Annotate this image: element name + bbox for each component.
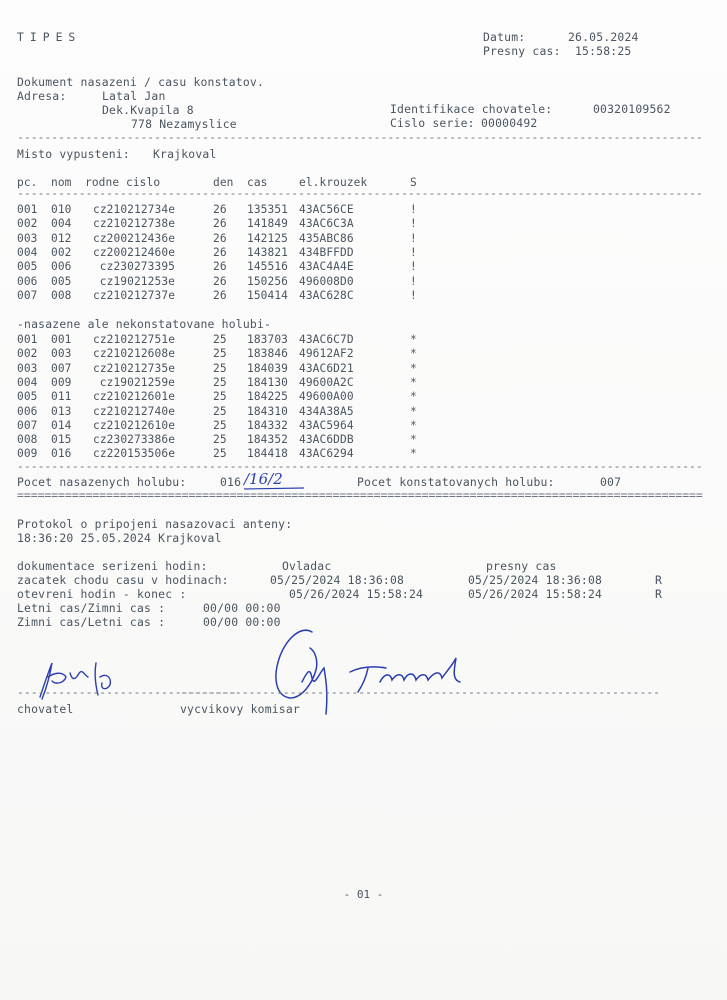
table-cell: 007 bbox=[51, 361, 72, 375]
table-cell: 25 bbox=[213, 418, 227, 432]
breeder-signature-line: -------------------------------- bbox=[17, 685, 237, 699]
unclocked-title: -nasazene ale nekonstatovane holubi- bbox=[17, 317, 272, 331]
table-cell: 43AC6C3A bbox=[299, 217, 354, 231]
table-cell: 006 bbox=[17, 404, 38, 418]
table-cell: 008 bbox=[17, 433, 38, 447]
table-cell: cz210212601e bbox=[93, 390, 176, 404]
summer-time-value: 00/00 00:00 bbox=[203, 601, 281, 615]
table-cell: cz210212610e bbox=[93, 418, 176, 432]
antenna-protocol-title: Protokol o pripojeni nasazovaci anteny: bbox=[17, 517, 293, 531]
table-cell: 009 bbox=[51, 375, 72, 389]
clocked-label: Pocet konstatovanych holubu: bbox=[357, 475, 555, 489]
table-cell: cz19021259e bbox=[99, 375, 175, 389]
winter-time-label: Zimni cas/Letni cas : bbox=[17, 615, 166, 629]
breeder-street: Dek.Kvapila 8 bbox=[102, 103, 194, 117]
table-cell: cz200212460e bbox=[93, 245, 176, 259]
table-cell: 184130 bbox=[247, 375, 289, 389]
page-number: - 01 - bbox=[343, 888, 384, 901]
clock-start-exact: 05/25/2024 18:36:08 bbox=[468, 573, 603, 587]
table-cell: 25 bbox=[213, 347, 227, 361]
table-cell: 016 bbox=[51, 447, 72, 461]
table-cell: 434A38A5 bbox=[299, 404, 354, 418]
table-cell: 26 bbox=[213, 245, 227, 259]
table-cell: ! bbox=[410, 274, 417, 288]
table-cell: 007 bbox=[17, 288, 38, 302]
series-label: Cislo serie: bbox=[390, 116, 475, 130]
table-cell: 184039 bbox=[247, 361, 289, 375]
system-name: TIPES bbox=[17, 30, 82, 44]
table-cell: * bbox=[410, 333, 417, 346]
table-cell: * bbox=[410, 418, 417, 432]
table-cell: 496008D0 bbox=[299, 274, 354, 288]
handwritten-count: /16/2 bbox=[244, 470, 283, 488]
table-cell: 012 bbox=[51, 231, 72, 245]
table-cell: cz230273395 bbox=[99, 260, 175, 274]
table-cell: 25 bbox=[213, 447, 227, 461]
table-cell: 001 bbox=[17, 203, 38, 216]
table-cell: 145516 bbox=[247, 260, 289, 274]
table-cell: cz210212738e bbox=[93, 217, 176, 231]
separator: ---------------------------------------------------------------------------------------------------- bbox=[17, 130, 703, 144]
clock-open-controller: 05/26/2024 15:58:24 bbox=[289, 587, 424, 601]
col-pc: pc. bbox=[17, 176, 38, 189]
table-cell: 25 bbox=[213, 390, 227, 404]
table-cell: 001 bbox=[51, 333, 72, 346]
table-cell: 011 bbox=[51, 390, 72, 404]
time-value: 15:58:25 bbox=[575, 44, 632, 58]
table-cell: 001 bbox=[17, 333, 38, 346]
table-cell: 434BFFDD bbox=[299, 245, 354, 259]
table-cell: 003 bbox=[17, 361, 38, 375]
table-cell: 25 bbox=[213, 333, 227, 346]
table-cell: 184225 bbox=[247, 390, 289, 404]
table-cell: 183846 bbox=[247, 347, 289, 361]
table-cell: 435ABC86 bbox=[299, 231, 354, 245]
table-cell: ! bbox=[410, 245, 417, 259]
table-cell: 43AC6C7D bbox=[299, 333, 354, 346]
col-el-krouzek: el.krouzek bbox=[299, 176, 368, 189]
breeder-city: 778 Nezamyslice bbox=[131, 117, 237, 131]
table-cell: 005 bbox=[51, 274, 72, 288]
table-cell: cz210212737e bbox=[93, 288, 176, 302]
separator: ---------------------------------------------------------------------------------------------------- bbox=[17, 186, 703, 200]
table-cell: 005 bbox=[17, 260, 38, 274]
breeder-id: 00320109562 bbox=[593, 102, 671, 116]
table-cell: * bbox=[410, 361, 417, 375]
release-label: Misto vypusteni: bbox=[17, 147, 130, 161]
table-cell: 141849 bbox=[247, 217, 289, 231]
table-cell: 183703 bbox=[247, 333, 289, 346]
table-cell: 006 bbox=[17, 274, 38, 288]
table-cell: 43AC4A4E bbox=[299, 260, 354, 274]
basketed-value: 016 bbox=[220, 475, 242, 489]
table-cell: 184418 bbox=[247, 447, 289, 461]
col-s: S bbox=[410, 176, 417, 189]
table-cell: * bbox=[410, 447, 417, 461]
summer-time-label: Letni cas/Zimni cas : bbox=[17, 601, 166, 615]
table-cell: 184352 bbox=[247, 433, 289, 447]
table-cell: * bbox=[410, 375, 417, 389]
table-cell: 004 bbox=[51, 217, 72, 231]
clock-open-label: otevreni hodin - konec : bbox=[17, 587, 187, 601]
table-cell: 184310 bbox=[247, 404, 289, 418]
separator: ---------------------------------------------------------------------------------------------------- bbox=[17, 459, 703, 473]
clock-doc-title: dokumentace serizeni hodin: bbox=[17, 559, 208, 573]
table-cell: cz210212735e bbox=[93, 361, 176, 375]
table-cell: 26 bbox=[213, 260, 227, 274]
table-cell: 25 bbox=[213, 433, 227, 447]
table-cell: 009 bbox=[17, 447, 38, 461]
table-cell: 49600A00 bbox=[299, 390, 354, 404]
table-cell: 25 bbox=[213, 375, 227, 389]
winter-time-value: 00/00 00:00 bbox=[203, 615, 281, 629]
table-cell: 26 bbox=[213, 203, 227, 216]
address-label: Adresa: bbox=[17, 89, 67, 103]
table-cell: 003 bbox=[51, 347, 72, 361]
table-cell: 150414 bbox=[247, 288, 289, 302]
date-label: Datum: bbox=[483, 30, 526, 44]
table-cell: 26 bbox=[213, 288, 227, 302]
table-cell: 26 bbox=[213, 217, 227, 231]
table-cell: cz210212751e bbox=[93, 333, 176, 346]
table-cell: 43AC6D21 bbox=[299, 361, 354, 375]
table-cell: 005 bbox=[17, 390, 38, 404]
table-cell: 43AC628C bbox=[299, 288, 354, 302]
table-cell: 49612AF2 bbox=[299, 347, 354, 361]
breeder-id-label: Identifikace chovatele: bbox=[390, 102, 553, 116]
table-cell: 150256 bbox=[247, 274, 289, 288]
table-cell: cz210212608e bbox=[93, 347, 176, 361]
table-cell: ! bbox=[410, 203, 417, 216]
commissioner-signature-line: ---------------------------------------------------------------------- bbox=[180, 685, 661, 699]
double-separator: ==================================================================================================== bbox=[17, 488, 703, 502]
table-cell: 25 bbox=[213, 404, 227, 418]
table-cell: 002 bbox=[17, 347, 38, 361]
clock-doc-col-exact: presny cas bbox=[486, 559, 557, 573]
col-cas: cas bbox=[247, 176, 268, 189]
table-cell: 26 bbox=[213, 231, 227, 245]
clock-open-exact: 05/26/2024 15:58:24 bbox=[468, 587, 603, 601]
col-rodne-cislo: rodne cislo bbox=[85, 176, 161, 189]
table-cell: * bbox=[410, 347, 417, 361]
table-cell: 013 bbox=[51, 404, 72, 418]
commissioner-signature-label: vycvikovy komisar bbox=[180, 702, 300, 716]
table-cell: 135351 bbox=[247, 203, 289, 216]
table-cell: 143821 bbox=[247, 245, 289, 259]
release-place: Krajkoval bbox=[153, 147, 217, 161]
table-cell: 008 bbox=[51, 288, 72, 302]
table-cell: 43AC56CE bbox=[299, 203, 354, 216]
table-cell: 014 bbox=[51, 418, 72, 432]
table-cell: 43AC6294 bbox=[299, 447, 354, 461]
basketed-label: Pocet nasazenych holubu: bbox=[17, 475, 187, 489]
series-number: 00000492 bbox=[481, 116, 538, 130]
antenna-protocol-time: 18:36:20 25.05.2024 Krajkoval bbox=[17, 531, 222, 545]
table-cell: 43AC6DDB bbox=[299, 433, 354, 447]
clock-start-label: zacatek chodu casu v hodinach: bbox=[17, 573, 229, 587]
table-cell: 002 bbox=[17, 217, 38, 231]
clock-doc-col-controller: Ovladac bbox=[282, 559, 332, 573]
breeder-signature-label: chovatel bbox=[17, 702, 74, 716]
table-cell: cz19021253e bbox=[99, 274, 175, 288]
table-cell: 002 bbox=[51, 245, 72, 259]
table-cell: cz210212740e bbox=[93, 404, 176, 418]
table-cell: ! bbox=[410, 288, 417, 302]
col-nom: nom bbox=[51, 176, 72, 189]
table-cell: 004 bbox=[17, 245, 38, 259]
table-cell: 007 bbox=[17, 418, 38, 432]
table-cell: 142125 bbox=[247, 231, 289, 245]
table-cell: * bbox=[410, 390, 417, 404]
clock-start-flag: R bbox=[655, 573, 663, 587]
table-cell: 26 bbox=[213, 274, 227, 288]
time-label: Presny cas: bbox=[483, 44, 561, 58]
breeder-name: Latal Jan bbox=[102, 89, 166, 103]
document-title: Dokument nasazeni / casu konstatov. bbox=[17, 75, 265, 89]
clocked-value: 007 bbox=[600, 475, 622, 489]
table-cell: ! bbox=[410, 231, 417, 245]
date-value: 26.05.2024 bbox=[568, 30, 639, 44]
table-cell: ! bbox=[410, 217, 417, 231]
table-cell: 003 bbox=[17, 231, 38, 245]
table-cell: ! bbox=[410, 260, 417, 274]
table-cell: cz230273386e bbox=[93, 433, 176, 447]
table-cell: cz200212436e bbox=[93, 231, 176, 245]
table-cell: * bbox=[410, 404, 417, 418]
table-cell: 015 bbox=[51, 433, 72, 447]
col-den: den bbox=[213, 176, 234, 189]
clock-start-controller: 05/25/2024 18:36:08 bbox=[270, 573, 405, 587]
table-cell: 184332 bbox=[247, 418, 289, 432]
table-cell: cz210212734e bbox=[93, 203, 176, 216]
table-cell: 004 bbox=[17, 375, 38, 389]
table-cell: 010 bbox=[51, 203, 72, 216]
table-cell: cz220153506e bbox=[93, 447, 176, 461]
table-cell: 49600A2C bbox=[299, 375, 354, 389]
table-cell: 43AC5964 bbox=[299, 418, 354, 432]
table-cell: 25 bbox=[213, 361, 227, 375]
table-cell: 006 bbox=[51, 260, 72, 274]
clock-open-flag: R bbox=[655, 587, 663, 601]
table-cell: * bbox=[410, 433, 417, 447]
